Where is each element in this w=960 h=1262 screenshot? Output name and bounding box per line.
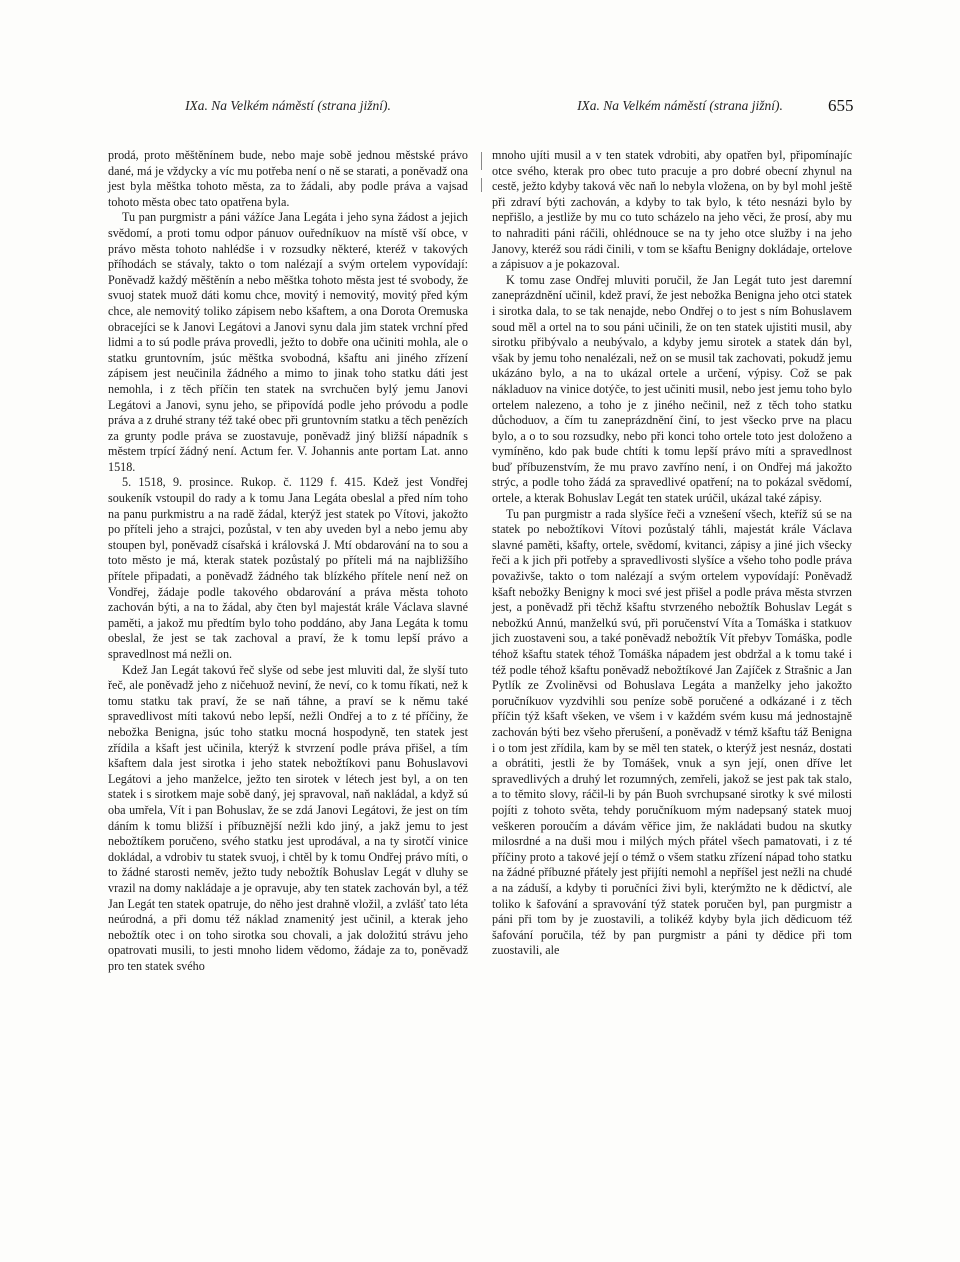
paragraph: mnoho ujíti musil a v ten statek vdrobiti, aby opatřen byl, připomínajíc otce svého, kterak pro obec tuto pracuje a pro dobré obecní zhynul na cestě, ježto kdyby taková věc naň lo nebyla vložena, on by byl mohl ještě při zdraví býti zachován, a kdyby to tak bylo, k této nesnázi bylo by nepřišlo, a jestliže by mu co tuto scházelo na jeho věci, že prosí, aby mu to nahraditi páni ráčili, ohlédnouce se na ty jeho otce služby i na jeho Janovy, kteréž sou rádi činili, v tom se kšaftu Benigny dokládaje, ortelove a zápisuov a je pokazoval.: [492, 148, 852, 272]
paragraph: Tu pan purgmistr a páni vážíce Jana Legáta i jeho syna žádost a jejich svědomí, a proti tomu odpor pánuov ouředníkuov na místě vší obce, v právo města tohoto nahlédše i v rozsudky některé, kteréž v takových příhodách se stávaly, takto o tom nalézají a svým ortelem vypovídají: Poněvadž každý měštěnín a nebo měštka tohoto města jest té svobody, že svuoj statek muož dáti komu chce, movitý i nemovitý, movitý před kým chce, ale nemovitý toliko zápisem nebo kšaftem, a ona Dorota Oremuska obracejíci se k Janovi Legátovi a Janovi synu dala jim statek vrchní před lidmi a to sú podle práva provedli, ježto to dobře ona učiniti mohla, ale o statku gruntovním, jsúc měštka svobodná, kšaftu ani jiného zřízení zápisem jest neučinila žádného a mimo to jinak toho statku dáti jest nemohla, i z těch příčin ten statek na svrchučen bylý jemu Janovi Legátovi a Janovi, synu jeho, se připovídá podle jeho próvodu a podle práva a z druhé strany též také obec při gruntovním statku a těch penězích za grunty podle práva se zuostavuje, poněvadž jiný bližší nápadník s městem trpící žádný není. Actum fer. V. Johannis ante portam Lat. anno 1518.: [108, 210, 468, 474]
right-column: [492, 148, 852, 959]
margin-line: [481, 152, 482, 170]
paragraph: Kdež Jan Legát takovú řeč slyše od sebe jest mluviti dal, že slyší tuto řeč, ale poněvadž jeho z ničehuož neviní, že neví, co k tomu říkati, než k tomu statku tak praví, že se naň táhne, a praví se k němu také spravedlivost míti takovú nebo lepší, nežli Ondřej a to z té příčiny, že nebožka Benigna, jsúc toho statku mocná hospodyně, ten statek jest zřídila a kšaft jest učinila, kterýž k stvrzení podle práva přišel, a tím kšaftem dala jest sirotka i jeho statek nebožtíkovi panu Bohuslavovi Legátovi a jeho manželce, ježto ten sirotek v létech jest byl, a on ten statek i s sirotkem maje sobě daný, jej spravoval, naň nakládal, a když sú oba umřela, Vít i pan Bohuslav, že se zdá Janovi Legátovi, že jest on tím dáním k tomu bližší i příbuznější nežli kdo jiný, a jakž jemu to jest nebožtíkem poručeno, svého statku jest uprodával, a na ty sirotčí vinice dokládal, a vdrobiv tu statek svuoj, i chtěl by k tomu Ondřej právo míti, o to žádné starosti neměv, ježto tudy nebožtík Bohuslav Legát v dluhy se vrazil na domy nakládaje a je opravuje, aby ten statek zachován byl, a též Jan Legát ten statek opatruje, do něho jest drahně vložil, a zvlášť tato léta neúrodná, a při domu též náklad znamenitý jest učinil, a kterak jeho nebožtík otec i on toho sirotka sou chovali, a jak doložitú strávu jeho opatrovati musili, to jesti mnoho lidem vědomo, žádaje za to, poněvadž pro ten statek svého: [108, 662, 468, 973]
paragraph: Tu pan purgmistr a rada slyšíce řeči a vznešení všech, kteříž sú se na statek po nebožtíkovi Vítovi pozůstalý táhli, majestát krále Václava slavné paměti, kšafty, ortele, svědomí, kvitanci, zápisy a jiné jich všecky řeči a k jich při potřeby a spravedlivosti slyšíce a všeho toho podle práva považivše, takto o tom nalézají a svým ortelem vypovídají: Poněvadž kšaft nebožky Benigny k moci své jest přišel a podle práva města stvrzen jest, a poněvadž při těchž kšaftu stvrzeného nebožtík Bohuslav Legát s nebožkú Annú, manželkú svú, při poručenství Víta a Tomáška i statkuov jich zuostaveni sou, a také poněvadž nebožtík Vít přebyv Tomáška, podle téhož kšaftu statek téhož Tomáška nápadem jest obdržal a k tomu také i též podle téhož kšaftu poněvadž nebožtíkové Jan Zajíček z Strašnic a Jan Pytlík ze Zvoliněvsi od Bohuslava Legáta a manželky jeho jakožto poručníkuov vyzdvihli sou peníze sobě poručené a odkázané i z těch příčin týž kšaft všeken, ve všem i v každém svém kusu má jednostajně zachován býti bez všeho přerušení, a poněvadž v témž kšaftu táž Benigna i o tom jest zřídila, kam by se měl ten statek, o kterýž jest nesnáz, dostati a obrátiti, jestli že by Tomášek, vnuk a syn její, onen dříve let spravedlivých a druhý let rozumných, zemřeli, jakož se jest pak tak stalo, a to těmito slovy, ráčil-li by pán Buoh svrchupsané sirotky k své milosti pojíti z tohoto světa, tehdy poručníkuom mým nadepsaný statek muoj veškeren poroučím a dávám věřice jim, že nakládati budou na skutky milosrdné a na duši mou i milých mých přátel všech pamatovati, i z té příčiny proto a takové její o témž o všem statku zřízení nápad toho statku na žádné příbuzné přátely jest přijíti nemohl a nepříšel jest nežli na chudé a na záduší, a kdyby ti poručníci živi byli, kterýmžto ne k dědictví, ale toliko k šafování a spravování týž statek poručen byl, pan purgmistr a páni při tom by je zuostavili, a tolikéž kdyby byla jich dědicuom též šafování poručila, též by pan purgmistr a páni ty dědice při tom zuostavili, ale: [492, 506, 852, 958]
margin-line: [481, 178, 482, 192]
page-number: 655: [828, 96, 854, 115]
paragraph: prodá, proto měštěnínem bude, nebo maje sobě jednou městské právo dané, má je vždycky a víc mu potřeba není o ně se starati, a poněvadž ona jest byla měštka tohoto města, za to žádali, aby podle práva a vajsad tohoto města obec tato opatřena byla.: [108, 148, 468, 209]
running-head-left: IXa. Na Velkém náměstí (strana jižní).: [185, 98, 391, 113]
paragraph: K tomu zase Ondřej mluviti poručil, že Jan Legát tuto jest daremní zaneprázdnění učinil, kdež praví, že jest nebožka Benigna jeho otci statek i sirotka dala, to se tak nenajde, nebo Ondřej o to jest s ním Bohuslavem soud měl a ortel na to sou páni učinili, že on ten statek ujistiti musil, aby sirotku přibývalo a neubývalo, a kdyby jemu sirotek a statek dán byl, však by jemu toho nenalézali, než on se musil tak zachovati, pokudž jemu ukázáno bylo, a na to ukázal ortele a určení, výpisy. Což se pak nákladuov na vinice dotýče, to jest učiniti musil, nebo jest jemu toho bylo ortelem nalezeno, a toho je z jiného nečinil, než z těch toho statku důchoduov, a čím tu zaneprázdnění činí, to jest všecko prve na placu bylo, a o to sou rozsudky, nebo při konci toho ortele toto jest doloženo a vymíněno, kdo pak bude chtíti k tomu lepší právo míti a spravedlnost buď příbuzenstvím, že mu pravo zavříno není, i on Ondřej má jakožto strýc, a podle toho žádá za spravedlivé opatření; na to pokázal svědomí, ortele, a kterak Bohuslav Legát ten statek urúčil, ukázal také zápisy.: [492, 272, 852, 506]
paragraph: 5. 1518, 9. prosince. Rukop. č. 1129 f. 415. Kdež jest Vondřej soukeník vstoupil do rady a k tomu Jana Legáta obeslal a před ním toho na panu purkmistru a na radě žádal, kterýž jest statek po Vítovi, jakožto po příteli jeho a strajci, pozůstal, v ten aby uveden byl a nebo jemu aby stoupen byl, poněvadž císařská i královská J. Mtí obdarování na to sou a toto město je má, kterak statek pozůstalý po příteli má na najbližšího přítele připadati, a poněvadž žádného tak blízkého přítele není než on Vondřej, žádaje podle takového obdarování a práva města tohoto zachován býti, a na to žádal, aby čten byl majestát krále Václava slavné paměti, a jakož mu předtím bylo toho poddáno, aby Jana Legáta k tomu obeslal, že jest se tak zachoval a praví, že k tomu lepší právo a spravedlnost má nežli on.: [108, 475, 468, 661]
running-head-right: IXa. Na Velkém náměstí (strana jižní).: [577, 98, 783, 113]
left-column: [108, 148, 468, 974]
